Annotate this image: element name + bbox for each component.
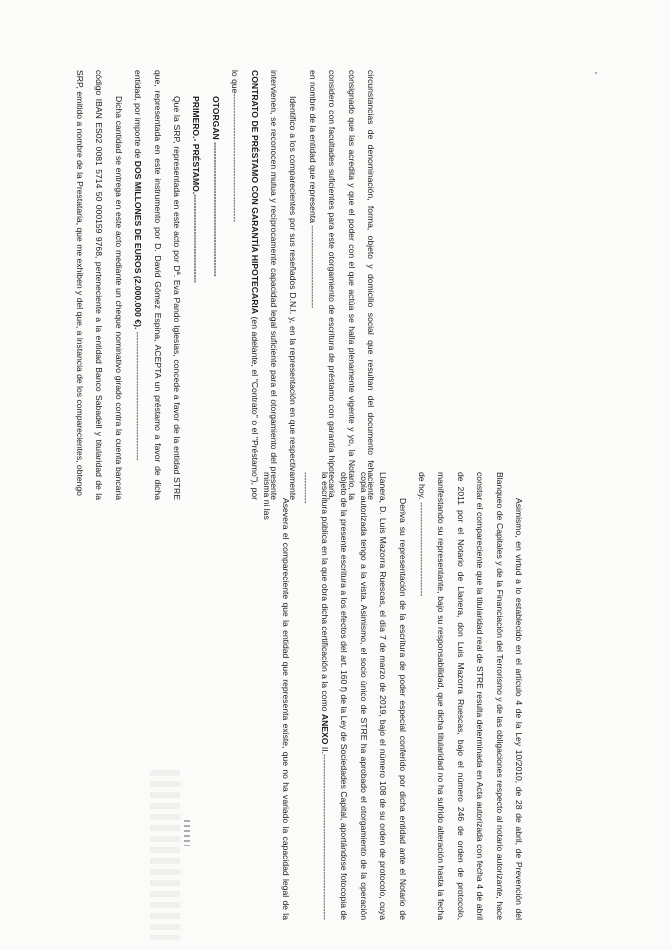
faded-stamp-smudge bbox=[150, 770, 180, 940]
paragraph-circumstances: circunstancias de denominación, forma, objeto y domicilio social que resultan del documento fehaciente consignado que las acredita y que el poder con el que actúa se halla plenamente vigente y yo, la Notario, la considero con facultades suficientes para este otorgamiento de escritura de préstamo con garantía hipotecaria, en nombre de la entidad que representa ----------------------------- bbox=[307, 70, 376, 500]
paragraph-identification: Identifico a los comparecientes por sus reseñados D.N.I. y, en la representación en que respectivamente intervienen, se reconocen mutua y recíprocamente capacidad legal suficiente para el otorgamiento del presente CONTRATO DE PRÉSTAMO CON GARANTÍA HIPOTECARIA (en adelante, el "Contrato" o el "Préstamo"), por lo que--------------------------------------------- bbox=[230, 70, 299, 500]
annex-label: ANEXO bbox=[319, 713, 330, 745]
paragraph-ownership: Asimismo, en virtud a lo establecido en el artículo 4 de la Ley 10/2010, de 28 de abril, de Prevención del Blanqueo de Capitales y de la Financiación del Terrorismo y de las obligaciones respecto al notario autorizante, hace constar el compareciente que la titularidad real de STRE resulta determinada en Acta autorizada con fecha 4 de abril de 2011 por el Notario de Llanera, don Luis Mazorra Ruescas, bajo el número 246 de orden de protocolo, manifestando su representante, bajo su responsabilidad, que dicha titularidad no ha sufrido alteración hasta la fecha de hoy. --------------------------------- bbox=[416, 472, 524, 920]
otorgan-heading: OTORGAN ----------------------------------------------- bbox=[210, 96, 221, 277]
scan-speck bbox=[595, 72, 597, 74]
right-text-column bbox=[35, 70, 380, 500]
paragraph-assertion: Asevera el compareciente que la entidad que representa existe, que no ha variado la capacidad legal de la misma ni las bbox=[261, 472, 292, 920]
loan-amount: DOS MILLONES DE EUROS (2.000.000 €). bbox=[133, 160, 144, 330]
paragraph-cheque: Dicha cantidad se entrega en este acto mediante un cheque nominativo girado contra la cuenta bancaria código IBAN ES02 0081 5714 50 000159 9768, perteneciente a la entidad Banco Sabadell y titularidad de la SRP, emitido a nombre de la Prestataria, que me exhiben y del que, a instancia de los comparecientes, obtengo bbox=[74, 70, 124, 500]
paragraph-loan: Que la SRP, representada en este acto por Dª. Eva Pando Iglesias, concede a favor de la entidad STRE que, representada en este instrumento por D. David Gómez Espina, ACEPTA un préstamo a favor de dicha entidad, por importe de DOS MILLONES DE EUROS (2.000.000 €). --------------------------------------------- bbox=[133, 70, 182, 500]
left-text-column bbox=[212, 472, 528, 920]
contract-title: CONTRATO DE PRÉSTAMO CON GARANTÍA HIPOTECARIA bbox=[249, 70, 260, 315]
paragraph-power-of-attorney: Deriva su representación de la escritura de poder especial conferido por dicha entidad ante el Notario de Llanera, D. Luis Mazorra Ruescas, el día 7 de marzo de 2019, bajo el número 108 de su orden de protocolo, cuya copia autorizada tengo a la vista. Asimismo, el socio único de STRE ha aprobado el otorgamiento de la operación objeto de la presente escritura a los efectos del art. 160 f) de la Ley de Sociedades Capital, aportándose fotocopia de la escritura pública en la que obra dicha certificación a la como ANEXO II.--------------------------------------------------------------------- bbox=[300, 472, 408, 920]
primero-heading: PRIMERO.- PRÉSTAMO.------------------------------- bbox=[191, 96, 202, 283]
margin-dots bbox=[184, 820, 190, 846]
